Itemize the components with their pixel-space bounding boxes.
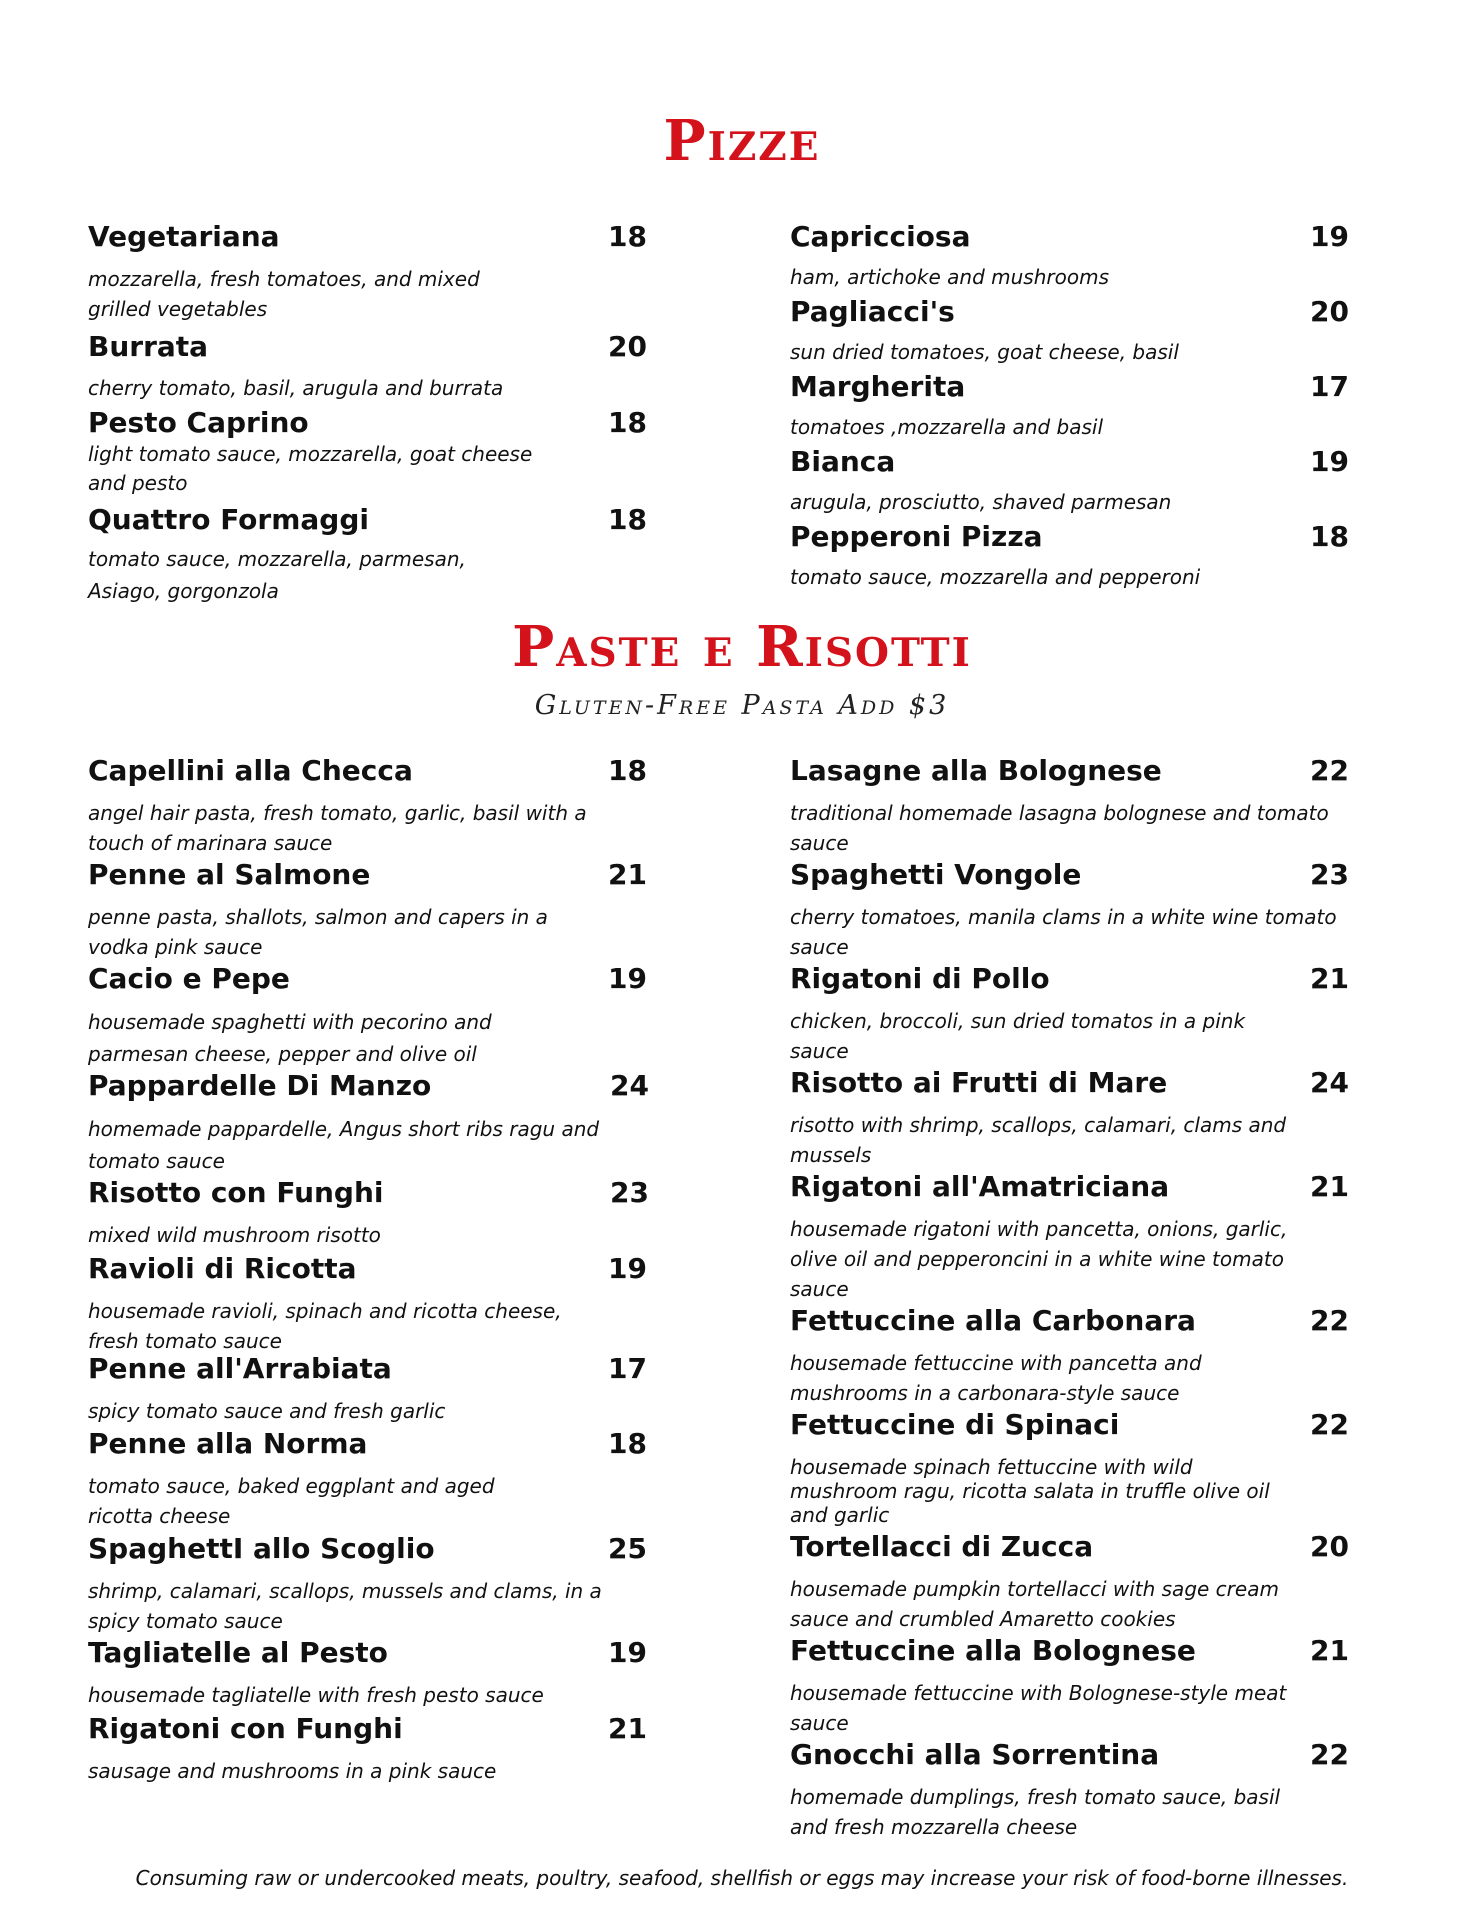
item-price: 18 <box>1310 520 1349 553</box>
item-name: Margherita <box>790 370 966 403</box>
item-name: Cacio e Pepe <box>88 962 290 995</box>
item-name: Pesto Caprino <box>88 406 309 439</box>
item-description: cherry tomatoes, manila clams in a white wine tomato sauce <box>790 905 1337 959</box>
item-description: shrimp, calamari, scallops, mussels and clams, in a spicy tomato sauce <box>88 1579 602 1633</box>
item-price: 19 <box>1310 445 1349 478</box>
item-price: 21 <box>1310 1634 1349 1667</box>
item-name: Penne alla Norma <box>88 1427 368 1460</box>
item-name: Penne al Salmone <box>88 858 371 891</box>
item-name: Tagliatelle al Pesto <box>88 1636 388 1669</box>
item-price: 18 <box>608 754 647 787</box>
item-name: Tortellacci di Zucca <box>790 1530 1094 1563</box>
item-name: Quattro Formaggi <box>88 503 369 536</box>
item-description: penne pasta, shallots, salmon and capers in a vodka pink sauce <box>88 905 548 959</box>
paste-title: Paste e Risotti <box>512 614 972 680</box>
item-description: housemade fettuccine with pancetta and mushrooms in a carbonara-style sauce <box>790 1351 1202 1405</box>
item-price: 25 <box>608 1532 647 1565</box>
item-name: Capellini alla Checca <box>88 754 413 787</box>
item-name: Pappardelle Di Manzo <box>88 1069 432 1102</box>
item-description: ham, artichoke and mushrooms <box>790 265 1109 289</box>
item-name: Risotto ai Frutti di Mare <box>790 1066 1168 1099</box>
item-price: 21 <box>1310 1170 1349 1203</box>
pizze-title: Pizze <box>663 108 821 174</box>
item-description: mozzarella, fresh tomatoes, and mixed grilled vegetables <box>88 267 480 321</box>
item-description: sausage and mushrooms in a pink sauce <box>88 1759 497 1783</box>
item-name: Pagliacci's <box>790 295 955 328</box>
item-name: Pepperoni Pizza <box>790 520 1043 553</box>
item-description: housemade rigatoni with pancetta, onions, garlic, olive oil and pepperoncini in a white wine tomato sauce <box>790 1217 1288 1301</box>
item-description: chicken, broccoli, sun dried tomatos in a pink sauce <box>790 1009 1246 1063</box>
item-price: 20 <box>1310 295 1349 328</box>
item-price: 23 <box>1310 858 1349 891</box>
item-price: 20 <box>1310 1530 1349 1563</box>
item-description: tomato sauce, mozzarella, parmesan, Asiago, gorgonzola <box>88 547 466 603</box>
item-name: Burrata <box>88 330 209 363</box>
item-description: cherry tomato, basil, arugula and burrata <box>88 376 504 400</box>
item-price: 22 <box>1310 754 1349 787</box>
item-description: light tomato sauce, mozzarella, goat cheese and pesto <box>88 442 533 495</box>
item-description: homemade dumplings, fresh tomato sauce, basil and fresh mozzarella cheese <box>790 1785 1281 1839</box>
item-description: housemade fettuccine with Bolognese-style meat sauce <box>790 1681 1287 1735</box>
item-price: 21 <box>608 858 647 891</box>
item-price: 18 <box>608 220 647 253</box>
item-price: 18 <box>608 406 647 439</box>
item-name: Lasagne alla Bolognese <box>790 754 1162 787</box>
item-name: Rigatoni di Pollo <box>790 962 1050 995</box>
item-price: 21 <box>608 1712 647 1745</box>
item-description: sun dried tomatoes, goat cheese, basil <box>790 340 1179 364</box>
item-name: Vegetariana <box>88 220 280 253</box>
item-name: Gnocchi alla Sorrentina <box>790 1738 1160 1771</box>
item-price: 22 <box>1310 1304 1349 1337</box>
item-name: Penne all'Arrabiata <box>88 1352 392 1385</box>
item-price: 19 <box>608 1252 647 1285</box>
item-description: mixed wild mushroom risotto <box>88 1223 381 1247</box>
item-description: housemade tagliatelle with fresh pesto sauce <box>88 1683 544 1707</box>
item-name: Ravioli di Ricotta <box>88 1252 357 1285</box>
item-description: housemade spinach fettuccine with wild mushroom ragu, ricotta salata in truffle olive oil and garlic <box>790 1455 1270 1527</box>
item-price: 22 <box>1310 1408 1349 1441</box>
item-description: tomato sauce, baked eggplant and aged ricotta cheese <box>88 1474 495 1528</box>
item-description: arugula, prosciutto, shaved parmesan <box>790 490 1172 514</box>
item-price: 24 <box>610 1069 649 1102</box>
item-description: homemade pappardelle, Angus short ribs ragu and tomato sauce <box>88 1117 600 1173</box>
item-description: housemade ravioli, spinach and ricotta cheese, fresh tomato sauce <box>88 1299 562 1353</box>
item-price: 23 <box>610 1176 649 1209</box>
item-name: SpaghettI allo Scoglio <box>88 1532 435 1565</box>
item-description: housemade spaghetti with pecorino and parmesan cheese, pepper and olive oil <box>88 1010 492 1066</box>
item-price: 19 <box>608 962 647 995</box>
item-description: spicy tomato sauce and fresh garlic <box>88 1399 446 1423</box>
item-price: 22 <box>1310 1738 1349 1771</box>
item-description: housemade pumpkin tortellacci with sage cream sauce and crumbled Amaretto cookies <box>790 1577 1279 1631</box>
item-name: Fettuccine alla Bolognese <box>790 1634 1196 1667</box>
item-name: Risotto con Funghi <box>88 1176 384 1209</box>
item-price: 17 <box>1310 370 1349 403</box>
item-price: 17 <box>608 1352 647 1385</box>
item-description: tomatoes ,mozzarella and basil <box>790 415 1104 439</box>
item-price: 19 <box>608 1636 647 1669</box>
item-description: tomato sauce, mozzarella and pepperoni <box>790 565 1201 589</box>
item-name: Fettuccine alla Carbonara <box>790 1304 1196 1337</box>
item-name: Rigatoni con Funghi <box>88 1712 403 1745</box>
item-name: Bianca <box>790 445 896 478</box>
item-price: 24 <box>1310 1066 1349 1099</box>
health-disclaimer: Consuming raw or undercooked meats, poultry, seafood, shellfish or eggs may increase your risk of food-borne illnesses. <box>135 1866 1349 1890</box>
item-name: Capricciosa <box>790 220 971 253</box>
item-description: risotto with shrimp, scallops, calamari, clams and mussels <box>790 1113 1287 1167</box>
item-price: 20 <box>608 330 647 363</box>
gluten-free-note: Gluten-Free Pasta Add $3 <box>534 690 950 721</box>
item-name: Spaghetti Vongole <box>790 858 1082 891</box>
item-price: 19 <box>1310 220 1349 253</box>
item-name: Rigatoni all'Amatriciana <box>790 1170 1170 1203</box>
item-price: 18 <box>608 503 647 536</box>
item-price: 21 <box>1310 962 1349 995</box>
item-price: 18 <box>608 1427 647 1460</box>
item-description: angel hair pasta, fresh tomato, garlic, basil with a touch of marinara sauce <box>88 801 587 855</box>
item-name: Fettuccine di Spinaci <box>790 1408 1120 1441</box>
item-description: traditional homemade lasagna bolognese and tomato sauce <box>790 801 1329 855</box>
